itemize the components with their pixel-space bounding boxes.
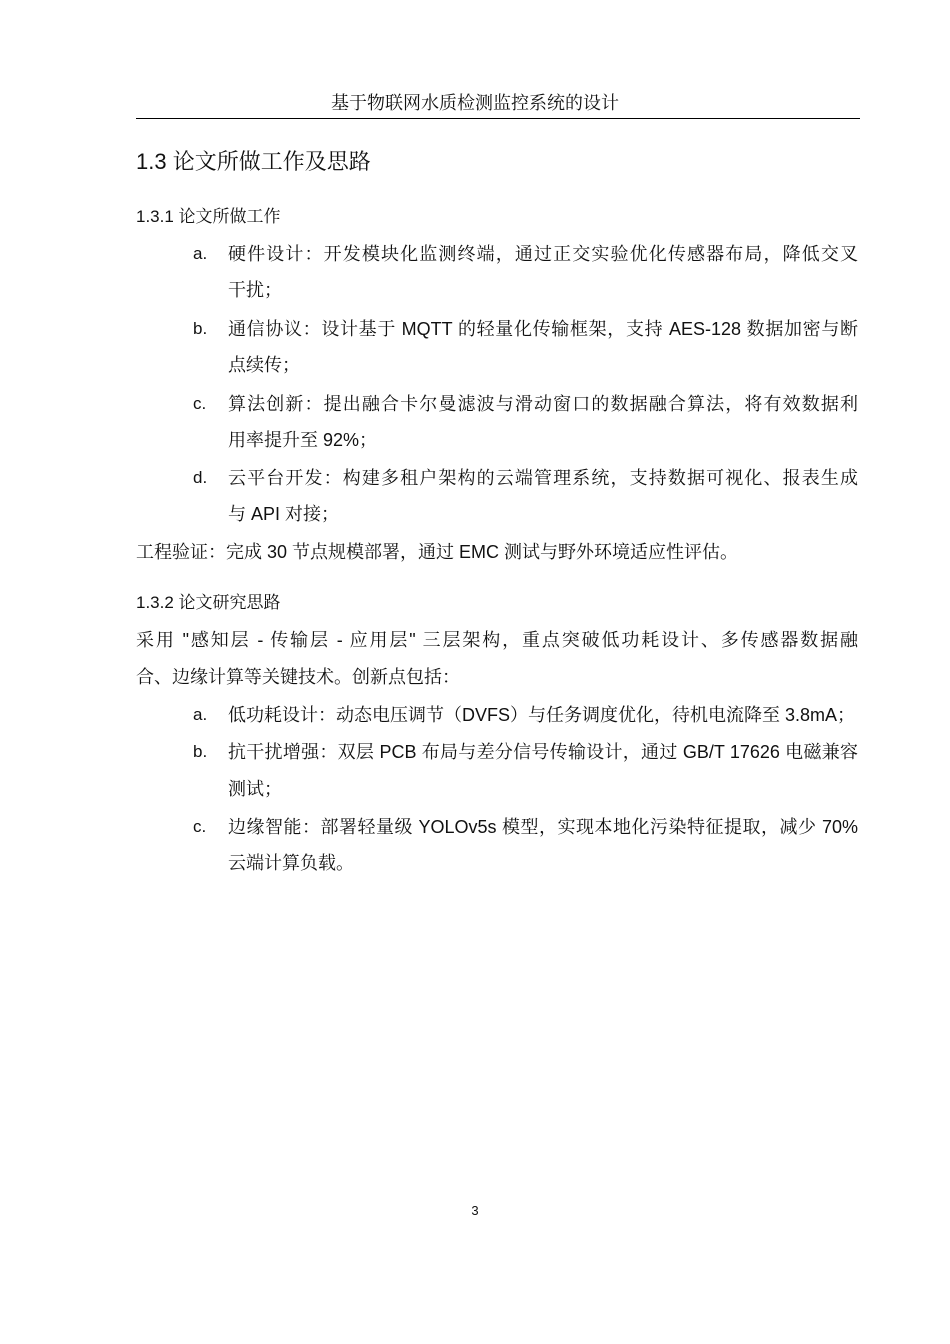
list-item-line: 硬件设计：开发模块化监测终端，通过正交实验优化传感器布局，降低交叉 — [228, 244, 858, 264]
list-item-line: 抗干扰增强：双层 PCB 布局与差分信号传输设计，通过 GB/T 17626 电磁兼容 — [228, 742, 858, 762]
list-label: d. — [193, 468, 208, 487]
list-label: b. — [193, 742, 208, 761]
subsection-heading-work: 1.3.1 论文所做工作 — [136, 207, 281, 226]
list-item-line: 云端计算负载。 — [228, 853, 354, 873]
list-item-line: 低功耗设计：动态电压调节（DVFS）与任务调度优化，待机电流降至 3.8mA； — [228, 705, 856, 725]
list-item-line: 干扰； — [228, 280, 282, 300]
list-label: b. — [193, 319, 208, 338]
list-label: a. — [193, 244, 208, 263]
intro-line: 采用 "感知层 - 传输层 - 应用层" 三层架构，重点突破低功耗设计、多传感器数据融 — [136, 630, 858, 650]
list-label: c. — [193, 394, 207, 413]
list-item-line: 点续传； — [228, 355, 300, 375]
intro-line: 合、边缘计算等关键技术。创新点包括： — [136, 667, 460, 687]
list-label: a. — [193, 705, 208, 724]
engineering-verification: 工程验证：完成 30 节点规模部署，通过 EMC 测试与野外环境适应性评估。 — [136, 542, 739, 562]
header-rule — [136, 118, 860, 119]
list-item-line: 算法创新：提出融合卡尔曼滤波与滑动窗口的数据融合算法，将有效数据利 — [228, 394, 858, 414]
list-item-line: 测试； — [228, 779, 282, 799]
list-item-line: 云平台开发：构建多租户架构的云端管理系统，支持数据可视化、报表生成 — [228, 468, 858, 488]
list-item-line: 与 API 对接； — [228, 504, 340, 524]
list-item-line: 通信协议：设计基于 MQTT 的轻量化传输框架，支持 AES-128 数据加密与断 — [228, 319, 858, 339]
list-label: c. — [193, 817, 207, 836]
page-number: 3 — [471, 1203, 479, 1218]
list-item-line: 边缘智能：部署轻量级 YOLOv5s 模型，实现本地化污染特征提取，减少 70% — [228, 817, 858, 837]
list-item-line: 用率提升至 92%； — [228, 430, 378, 450]
running-header: 基于物联网水质检测监控系统的设计 — [331, 93, 619, 113]
section-heading: 1.3 论文所做工作及思路 — [136, 149, 371, 174]
subsection-heading-approach: 1.3.2 论文研究思路 — [136, 593, 281, 612]
